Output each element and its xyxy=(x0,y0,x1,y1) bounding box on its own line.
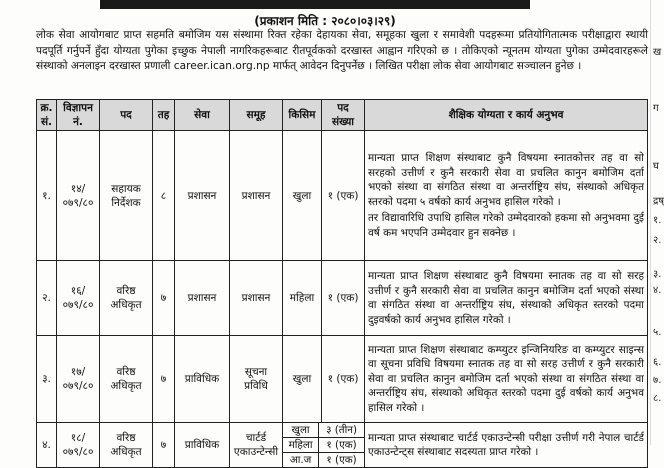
quota-count: १ (एक) xyxy=(319,438,364,453)
margin-mark: ८. xyxy=(653,393,662,404)
adjacent-column-fragment xyxy=(650,0,664,445)
cell-count: १ (एक) xyxy=(322,261,365,336)
cell-post: वरिष्ठ अधिकृत xyxy=(100,261,153,336)
quota-count: १ (एक) xyxy=(326,454,357,466)
cell-qualification: मान्यता प्राप्त शिक्षण संस्थाबाट कुनै विषयमा स्नातक तह वा सो सरह उत्तीर्ण र कुनै सरकारी सेवा वा प्रचलित कानुन बमोजिम दर्ता भएको संस्था वा संगठित संस्था वा अन्तर्राष्ट्रिय संघ, संस्थाको अधिकृत स्तरको पदमा दुइवर्षको कार्य अनुभव हासिल गरेको । xyxy=(365,261,648,336)
header-qualification: शैक्षिक योग्यता र कार्य अनुभव xyxy=(365,100,648,131)
cell-qualification: मान्यता प्राप्त शिक्षण संस्थाबाट कम्प्युटर इन्जिनियरिङ वा कम्प्युटर साइन्स वा सूचना प्रविधि विषयमा स्नातक तह वा सो सरह उत्तीर्ण र कुनै सरकारी सेवा वा प्रचलित कानुन बमोजिम दर्ता भएको संस्था वा संगठित संस्था वा अन्तर्राष्ट्रिय संघ, संस्थाको अधिकृत स्तरको पदमा दुई वर्षको कार्य अनुभव हासिल गरेको । xyxy=(365,336,648,423)
cell-post: वरिष्ठ अधिकृत xyxy=(100,423,153,468)
cell-count: १ (एक) xyxy=(322,131,365,261)
margin-mark: ५. xyxy=(653,327,662,338)
cell-ad-no: १६/ ०७९/८० xyxy=(57,261,100,336)
cell-type: महिला xyxy=(283,261,322,336)
table-row xyxy=(37,261,648,336)
cell-count: १ (एक) xyxy=(322,336,365,423)
margin-mark: ४. xyxy=(653,285,662,296)
cell-level: ७ xyxy=(153,423,175,468)
header-sn: क्र. सं. xyxy=(37,100,57,131)
cell-type: खुला xyxy=(283,131,322,261)
margin-mark: ग xyxy=(653,103,659,114)
cell-service: प्रशासन xyxy=(175,131,230,261)
cell-type: खुला xyxy=(283,336,322,423)
publication-date: (प्रकाशन मिति : २०८०।०३।२९) xyxy=(254,14,396,28)
vacancy-table xyxy=(36,99,648,468)
cell-level: ७ xyxy=(153,261,175,336)
cell-service: प्राविधिक xyxy=(175,423,230,468)
quota-type: आ.ज xyxy=(283,453,319,468)
header-ad-no: विज्ञापन नं. xyxy=(57,100,100,131)
table-row xyxy=(37,131,648,261)
cell-service: प्राविधिक xyxy=(175,336,230,423)
margin-mark: १. xyxy=(653,215,662,226)
cell-ad-no: १८/ ०७९/८० xyxy=(57,423,100,468)
qualification-note: तर विद्यावारिधि उपाधि हासिल गरेको उम्मेदवारको हकमा सो अनुभवमा दुई वर्ष कम भएपनि उम्मेदवार हुन सक्नेछ । xyxy=(368,212,644,239)
intro-paragraph: लोक सेवा आयोगबाट प्राप्त सहमति बमोजिम यस संस्थामा रिक्त रहेका देहायका सेवा, समूहका खुला र समावेशी पदहरूमा प्रतियोगितात्मक परीक्षाद्वारा स्थायी पदपूर्ति गर्नुपर्ने हुँदा योग्यता पुगेका इच्छुक नेपाली नागरिकहरूबाट रीतपूर्वकको दरखास्त आह्वान गरिएको छ । तोकिएको न्यूनतम योग्यता पुगेका उम्मेदवारहरूले संस्थाको अनलाइन दरखास्त प्रणाली career.ican.org.np मार्फत् आवेदन दिनुपर्नेछ । लिखित परीक्षा लोक सेवा आयोगबाट सञ्चालन हुनेछ । xyxy=(36,29,648,72)
cell-group: प्रशासन xyxy=(230,261,283,336)
table-header-row xyxy=(37,100,648,131)
cell-post: वरिष्ठ अधिकृत xyxy=(100,336,153,423)
cell-qualification: मान्यता प्राप्त संस्थाबाट चार्टर्ड एकाउन्टेन्सी परीक्षा उत्तीर्ण गरी नेपाल चार्टर्ड एकाउन्टेन्ट्स संस्थाबाट सदस्यता प्राप्त गरेको । xyxy=(365,423,648,468)
quota-row xyxy=(283,423,364,438)
header-group: समूह xyxy=(230,100,283,131)
header-post: पद xyxy=(100,100,153,131)
quota-subtable xyxy=(283,423,364,467)
table-row xyxy=(37,336,648,423)
margin-mark: २. xyxy=(653,235,662,246)
cell-group: सूचना प्रविधि xyxy=(230,336,283,423)
quota-row xyxy=(283,453,364,468)
header-type: किसिम xyxy=(283,100,322,131)
cell-level: ७ xyxy=(153,336,175,423)
margin-mark: ३. xyxy=(653,269,662,280)
header-level: तह xyxy=(153,100,175,131)
title-banner xyxy=(100,0,530,9)
quota-count: ३ (तीन) xyxy=(319,423,364,438)
quota-type: खुला xyxy=(283,423,319,438)
margin-mark: घ xyxy=(653,161,659,172)
cell-ad-no: १४/ ०७९/८० xyxy=(57,131,100,261)
margin-mark: ७. xyxy=(653,375,662,386)
cell-post: सहायक निर्देशक xyxy=(100,131,153,261)
cell-group: चार्टर्ड एकाउन्टेन्सी xyxy=(230,423,283,468)
cell-sn: ३. xyxy=(37,336,57,423)
header-count: पद संख्या xyxy=(322,100,365,131)
margin-mark: द्रष् xyxy=(653,196,664,207)
cell-qualification xyxy=(365,131,648,261)
quota-type: महिला xyxy=(283,438,319,453)
table-row xyxy=(37,423,648,468)
cell-ad-no: १७/ ०७९/८० xyxy=(57,336,100,423)
quota-row xyxy=(283,438,364,453)
header-service: सेवा xyxy=(175,100,230,131)
cell-service: प्रशासन xyxy=(175,261,230,336)
cell-quota xyxy=(283,423,365,468)
qualification-text: मान्यता प्राप्त शिक्षण संस्थाबाट कुनै विषयमा स्नातकोत्तर तह वा सो सरहको उत्तीर्ण र कुनै सरकारी सेवा वा प्रचलित कानुन बमोजिम दर्ता भएको संस्था वा संगठित संस्था वा अन्तर्राष्ट्रिय संघ, संस्थाको अधिकृत स्तरको पदमा ५ वर्षको कार्य अनुभव हासिल गरेको । xyxy=(368,152,644,208)
cell-level: ८ xyxy=(153,131,175,261)
cell-group: प्रशासन xyxy=(230,131,283,261)
margin-mark: ६. xyxy=(653,357,662,368)
margin-mark: ख xyxy=(653,47,662,58)
cell-sn: १. xyxy=(37,131,57,261)
cell-sn: ४. xyxy=(37,423,57,468)
cell-sn: २. xyxy=(37,261,57,336)
